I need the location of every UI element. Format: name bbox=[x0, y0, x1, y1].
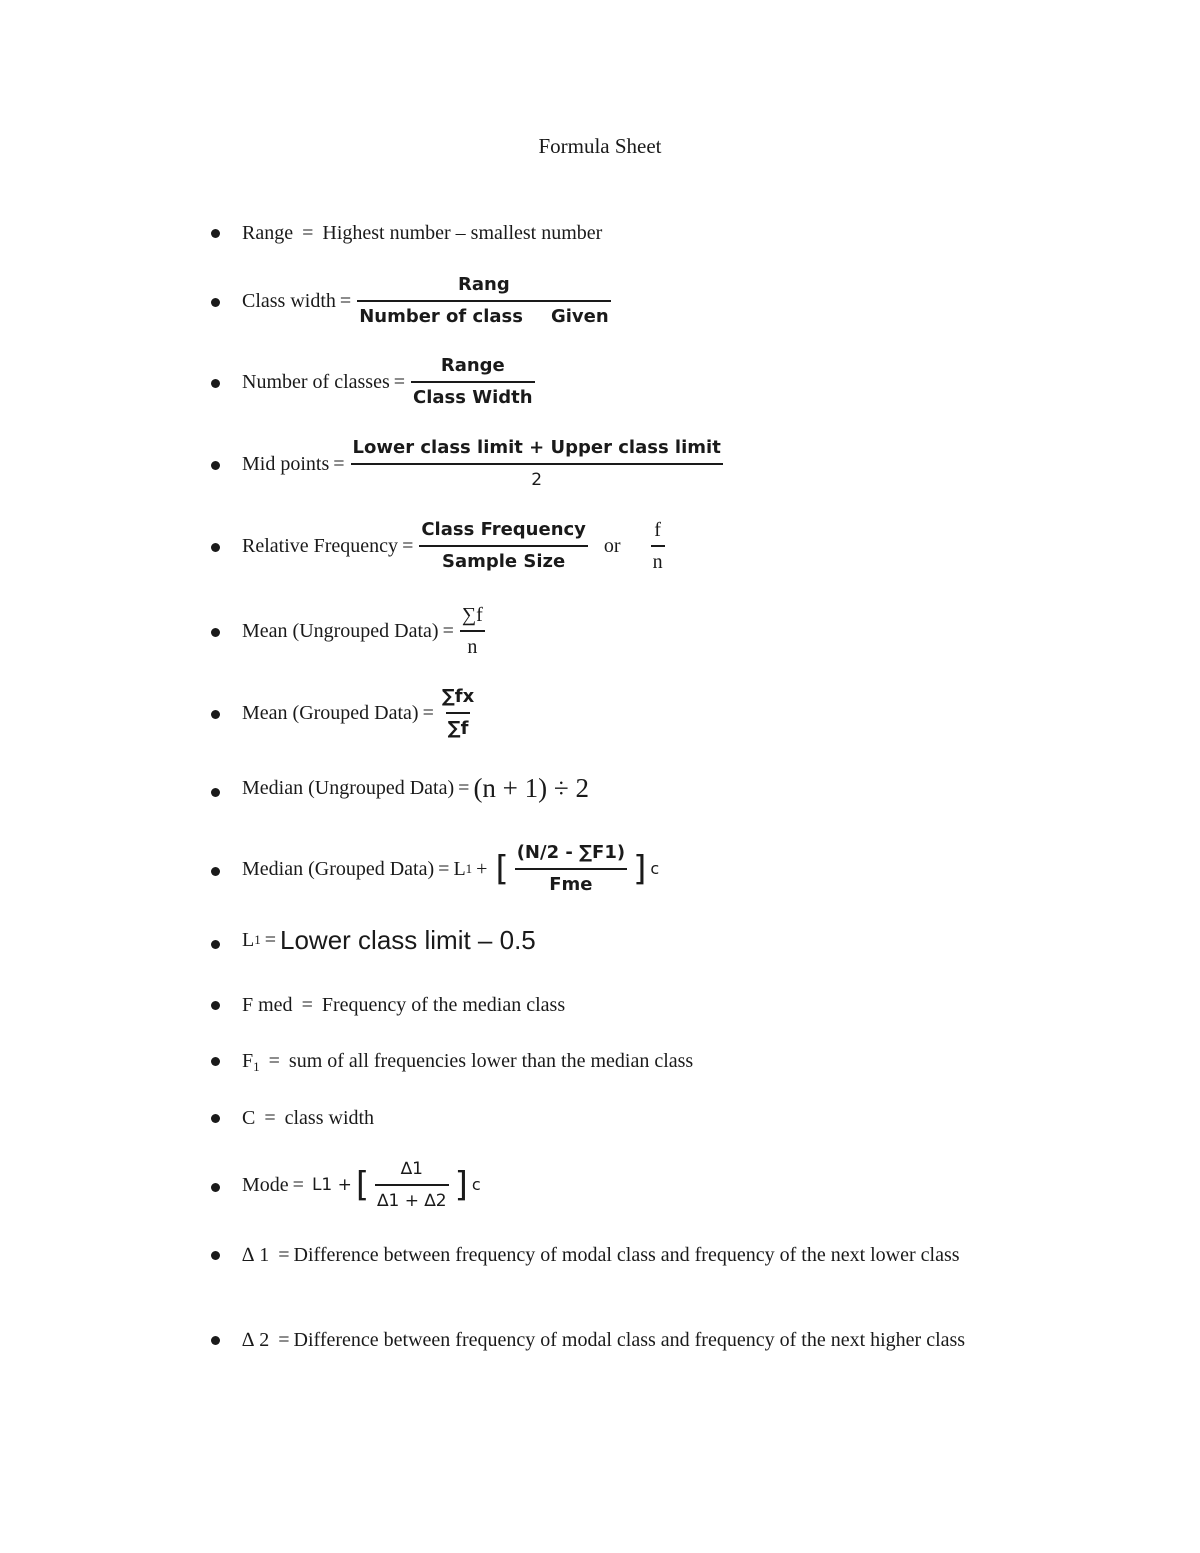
relative-frequency-label: Relative Frequency bbox=[242, 535, 399, 557]
delta2-label: ∆ 2 bbox=[242, 1329, 270, 1351]
l1-symbol: L bbox=[453, 858, 466, 880]
equals-sign: = bbox=[264, 929, 276, 951]
mode-l1: L1 + bbox=[311, 1175, 352, 1195]
l1-subscript: 1 bbox=[465, 861, 473, 876]
bullet-icon bbox=[211, 867, 220, 876]
number-of-classes-label: Number of classes bbox=[242, 371, 390, 393]
bullet-icon bbox=[211, 940, 220, 949]
equals-sign: = bbox=[292, 1174, 304, 1196]
fraction-denominator: Class Width bbox=[411, 381, 535, 411]
equals-sign: = bbox=[393, 371, 406, 393]
bullet-icon bbox=[211, 1336, 220, 1345]
mode-fraction bbox=[375, 1156, 448, 1214]
definition-delta2 bbox=[242, 1326, 992, 1354]
formula-number-of-classes bbox=[242, 353, 537, 411]
equals-sign: = bbox=[442, 620, 454, 642]
relative-frequency-short-fraction bbox=[651, 517, 665, 575]
median-grouped-fraction bbox=[515, 840, 627, 898]
equals-sign: = bbox=[402, 535, 414, 557]
fraction-denominator: 2 bbox=[351, 463, 723, 493]
fraction-denominator bbox=[357, 300, 610, 330]
page-title: Formula Sheet bbox=[538, 134, 662, 158]
plus-sign: + bbox=[476, 858, 488, 880]
equals-sign: = bbox=[278, 1329, 290, 1351]
right-bracket: ] bbox=[633, 849, 647, 889]
fraction-denominator: ∆1 + ∆2 bbox=[375, 1184, 448, 1214]
formula-median-ungrouped bbox=[242, 774, 589, 802]
bullet-icon bbox=[211, 710, 220, 719]
equals-sign: = bbox=[422, 702, 434, 724]
formula-mean-ungrouped bbox=[242, 602, 487, 660]
or-text: or bbox=[603, 535, 621, 557]
class-width-label: Class width bbox=[242, 290, 336, 312]
denominator-part: Number of class bbox=[359, 306, 523, 327]
l1-subscript: 1 bbox=[254, 932, 261, 947]
median-grouped-label: Median (Grouped Data) bbox=[242, 858, 435, 880]
bullet-icon bbox=[211, 628, 220, 637]
mean-ungrouped-label: Mean (Ungrouped Data) bbox=[242, 620, 439, 642]
range-label: Range bbox=[242, 222, 294, 244]
fraction-denominator: Sample Size bbox=[419, 545, 588, 575]
f1-label: F bbox=[242, 1050, 254, 1072]
c-label: C bbox=[242, 1107, 256, 1129]
bullet-icon bbox=[211, 543, 220, 552]
mid-points-fraction bbox=[351, 435, 723, 493]
fraction-numerator: ∑fx bbox=[441, 686, 475, 707]
formula-mean-grouped bbox=[242, 684, 478, 742]
class-width-fraction bbox=[357, 272, 610, 330]
bullet-icon bbox=[211, 788, 220, 797]
fraction-numerator: Range bbox=[440, 355, 505, 376]
f1-definition: sum of all frequencies lower than the median class bbox=[288, 1050, 694, 1072]
fraction-numerator: (N/2 - ∑F1) bbox=[516, 842, 626, 863]
fraction-numerator: Rang bbox=[458, 274, 510, 295]
bullet-icon bbox=[211, 1183, 220, 1192]
equals-sign: = bbox=[301, 994, 313, 1016]
definition-f1 bbox=[242, 1047, 693, 1081]
equals-sign: = bbox=[458, 777, 470, 799]
number-of-classes-fraction bbox=[411, 353, 535, 411]
equals-sign: = bbox=[268, 1050, 280, 1072]
right-bracket: ] bbox=[454, 1165, 468, 1205]
delta1-label: ∆ 1 bbox=[242, 1244, 270, 1266]
mid-points-label: Mid points bbox=[242, 453, 330, 475]
denominator-part: Given bbox=[550, 306, 609, 327]
definition-l1 bbox=[242, 926, 536, 954]
equals-sign: = bbox=[302, 222, 314, 244]
left-bracket: [ bbox=[495, 849, 509, 889]
fraction-numerator: ∆1 bbox=[400, 1159, 423, 1179]
delta1-definition: Difference between frequency of modal class and frequency of the next lower class bbox=[293, 1244, 960, 1266]
mean-grouped-fraction bbox=[440, 684, 476, 742]
bullet-icon bbox=[211, 1001, 220, 1010]
fraction-denominator: ∑f bbox=[446, 712, 471, 742]
range-definition: Highest number – smallest number bbox=[322, 222, 603, 244]
formula-mode bbox=[242, 1156, 481, 1214]
c-symbol: c bbox=[650, 859, 660, 878]
c-symbol: c bbox=[471, 1175, 481, 1194]
l1-label: L bbox=[242, 929, 255, 951]
definition-delta1 bbox=[242, 1241, 992, 1269]
bullet-icon bbox=[211, 229, 220, 238]
f1-subscript: 1 bbox=[253, 1059, 260, 1074]
mode-label: Mode bbox=[242, 1174, 289, 1196]
equals-sign: = bbox=[264, 1107, 276, 1129]
mean-grouped-label: Mean (Grouped Data) bbox=[242, 702, 419, 724]
fmed-label: F med bbox=[242, 994, 293, 1016]
fraction-denominator: n bbox=[651, 545, 665, 575]
bullet-icon bbox=[211, 1251, 220, 1260]
relative-frequency-fraction bbox=[419, 517, 588, 575]
median-ungrouped-label: Median (Ungrouped Data) bbox=[242, 777, 455, 799]
definition-c bbox=[242, 1104, 374, 1132]
definition-fmed bbox=[242, 991, 565, 1019]
equals-sign: = bbox=[438, 858, 450, 880]
formula-mid-points bbox=[242, 435, 725, 493]
fraction-numerator: Lower class limit + Upper class limit bbox=[352, 437, 721, 458]
fraction-denominator: Fme bbox=[515, 868, 627, 898]
bullet-icon bbox=[211, 1057, 220, 1066]
bullet-icon bbox=[211, 298, 220, 307]
mean-ungrouped-fraction bbox=[460, 602, 485, 660]
formula-relative-frequency bbox=[242, 517, 667, 575]
fmed-definition: Frequency of the median class bbox=[321, 994, 566, 1016]
fraction-numerator: f bbox=[654, 519, 661, 541]
equals-sign: = bbox=[333, 453, 345, 475]
left-bracket: [ bbox=[355, 1165, 370, 1205]
formula-median-grouped bbox=[242, 840, 659, 898]
median-ungrouped-expression: (n + 1) ÷ 2 bbox=[473, 773, 589, 803]
formula-range bbox=[242, 219, 602, 247]
bullet-icon bbox=[211, 379, 220, 388]
delta2-definition: Difference between frequency of modal class and frequency of the next higher class bbox=[293, 1329, 966, 1351]
bullet-icon bbox=[211, 1114, 220, 1123]
l1-definition: Lower class limit – 0.5 bbox=[280, 925, 536, 955]
formula-class-width bbox=[242, 272, 613, 330]
fraction-numerator: ∑f bbox=[461, 604, 483, 626]
fraction-numerator: Class Frequency bbox=[421, 519, 586, 540]
equals-sign: = bbox=[339, 290, 352, 312]
equals-sign: = bbox=[278, 1244, 290, 1266]
bullet-icon bbox=[211, 461, 220, 470]
c-definition: class width bbox=[284, 1107, 375, 1129]
fraction-denominator: n bbox=[460, 630, 485, 660]
